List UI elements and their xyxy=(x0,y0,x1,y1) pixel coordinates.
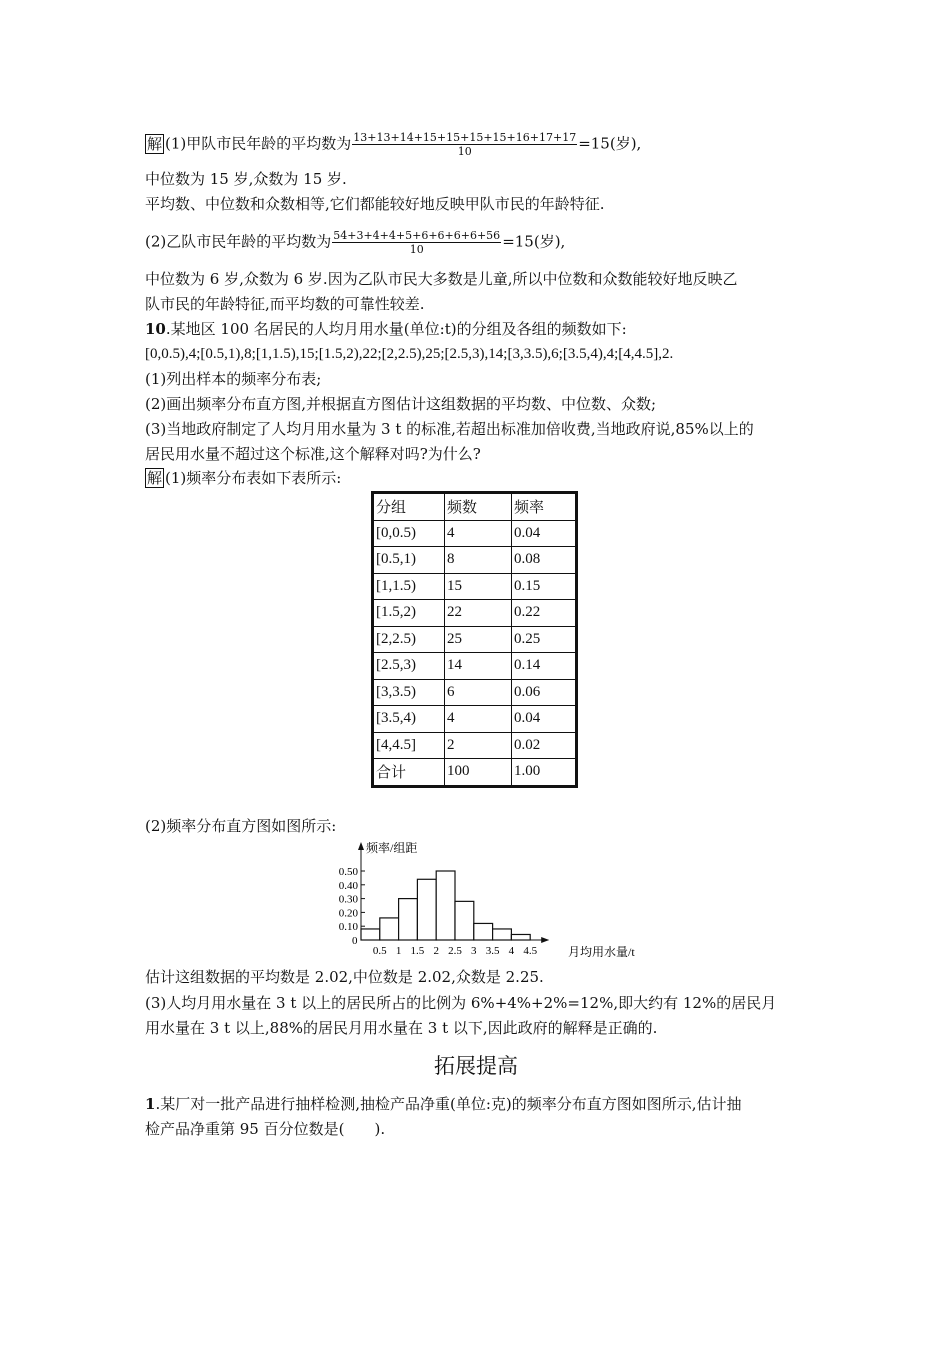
table-header-cell: 分组 xyxy=(373,493,445,521)
q10-sub1: (1)列出样本的频率分布表; xyxy=(145,370,322,388)
table-row xyxy=(373,706,577,733)
table-cell: [1,1.5) xyxy=(373,573,445,600)
origin-label: 0 xyxy=(352,935,358,947)
sol9-part1 xyxy=(145,131,641,158)
table-cell: 1.00 xyxy=(512,759,577,787)
table-cell: [2,2.5) xyxy=(373,626,445,653)
table-row xyxy=(373,626,577,653)
fraction-numerator: 13+13+14+15+15+15+15+16+17+17 xyxy=(353,131,577,144)
table-cell: [3,3.5) xyxy=(373,679,445,706)
sol9-part2 xyxy=(145,229,565,256)
table-cell: 2 xyxy=(445,732,512,759)
q1-stem-cont: 检产品净重第 95 百分位数是( ). xyxy=(145,1120,386,1138)
jie-label: 解 xyxy=(147,134,163,153)
table-cell: 0.15 xyxy=(512,573,577,600)
table-cell: 4 xyxy=(445,520,512,547)
table-cell: 4 xyxy=(445,706,512,733)
sol9-p2-result: =15(岁), xyxy=(502,232,566,251)
sol10-a3b: 用水量在 3 t 以上,88%的居民月用水量在 3 t 以下,因此政府的解释是正确的. xyxy=(145,1019,658,1037)
q10-data: [0,0.5),4;[0.5,1),8;[1,1.5),15;[1.5,2),22;[2,2.5),25;[2.5,3),14;[3,3.5),6;[3.5,4),4;[4,4.5],2. xyxy=(145,346,674,362)
table-header-cell: 频率 xyxy=(512,493,577,521)
y-tick-label: 0.50 xyxy=(338,866,358,878)
table-row xyxy=(373,653,577,680)
x-tick-label: 4.5 xyxy=(523,945,538,957)
table-header-row xyxy=(373,493,577,521)
q1-stem xyxy=(145,1093,742,1115)
table-cell: 15 xyxy=(445,573,512,600)
table-total-row xyxy=(373,759,577,787)
histogram-bar xyxy=(474,923,493,940)
x-tick-label: 1 xyxy=(395,945,402,957)
table-header-cell: 频数 xyxy=(445,493,512,521)
question-number: 1 xyxy=(145,1095,156,1113)
table-cell: 6 xyxy=(445,679,512,706)
table-cell: [3.5,4) xyxy=(373,706,445,733)
sol9-line3: 平均数、中位数和众数相等,它们都能较好地反映甲队市民的年龄特征. xyxy=(145,195,605,213)
sol10-estimate: 估计这组数据的平均数是 2.02,中位数是 2.02,众数是 2.25. xyxy=(145,968,544,986)
y-axis-arrow-icon xyxy=(358,842,364,850)
fraction-numerator: 54+3+4+4+5+6+6+6+6+56 xyxy=(333,229,501,242)
table-cell: 14 xyxy=(445,653,512,680)
sol10-a2: (2)频率分布直方图如图所示: xyxy=(145,817,337,835)
section-heading: 拓展提高 xyxy=(434,1054,518,1078)
x-axis-arrow-icon xyxy=(541,937,549,943)
table-cell: 0.04 xyxy=(512,520,577,547)
histogram-bar xyxy=(493,929,512,940)
table-row xyxy=(373,573,577,600)
fraction xyxy=(352,131,577,158)
table-cell: 0.08 xyxy=(512,547,577,574)
histogram-bar xyxy=(361,929,380,940)
histogram-bar xyxy=(399,899,418,940)
table-cell: 100 xyxy=(445,759,512,787)
fraction xyxy=(332,229,501,256)
x-tick-label: 3.5 xyxy=(485,945,500,957)
sol9-line6: 队市民的年龄特征,而平均数的可靠性较差. xyxy=(145,295,425,313)
sol9-line5: 中位数为 6 岁,众数为 6 岁.因为乙队市民大多数是儿童,所以中位数和众数能较好地反映乙 xyxy=(145,270,738,288)
x-tick-label: 3 xyxy=(471,945,477,957)
table-cell: [0.5,1) xyxy=(373,547,445,574)
x-tick-label: 0.5 xyxy=(372,945,387,957)
histogram-bar xyxy=(455,901,474,940)
x-tick-label: 2.5 xyxy=(448,945,462,957)
fraction-denominator: 10 xyxy=(409,243,424,256)
q10-stem xyxy=(145,318,627,340)
table-cell: 合计 xyxy=(373,759,445,787)
table-cell: 8 xyxy=(445,547,512,574)
table-cell: 0.25 xyxy=(512,626,577,653)
fraction-denominator: 10 xyxy=(457,145,472,158)
y-tick-label: 0.40 xyxy=(338,879,358,892)
y-tick-label: 0.20 xyxy=(338,907,358,920)
sol10-a1 xyxy=(145,467,341,489)
y-tick-label: 0.10 xyxy=(338,921,358,934)
frequency-histogram xyxy=(325,838,635,960)
table-row xyxy=(373,679,577,706)
sol9-p2-text: (2)乙队市民年龄的平均数为 xyxy=(145,232,332,251)
jie-label: 解 xyxy=(147,469,163,487)
table-row xyxy=(373,600,577,627)
table-cell: 0.14 xyxy=(512,653,577,680)
histogram-bar xyxy=(511,934,530,940)
sol9-p1-result: =15(岁), xyxy=(578,134,642,153)
q10-stem-text: .某地区 100 名居民的人均月用水量(单位:t)的分组及各组的频数如下: xyxy=(165,320,627,338)
x-tick-label: 4 xyxy=(508,945,515,957)
sol9-line2: 中位数为 15 岁,众数为 15 岁. xyxy=(145,170,347,188)
histogram-bar xyxy=(380,918,399,940)
table-cell: 0.06 xyxy=(512,679,577,706)
histogram-bar xyxy=(436,871,455,940)
table-cell: 0.22 xyxy=(512,600,577,627)
table-cell: [1.5,2) xyxy=(373,600,445,627)
sol9-p1-text: (1)甲队市民年龄的平均数为 xyxy=(165,134,352,153)
table-cell: [4,4.5] xyxy=(373,732,445,759)
x-axis-label: 月均用水量/t xyxy=(568,945,635,959)
q10-sub3b: 居民用水量不超过这个标准,这个解释对吗?为什么? xyxy=(145,445,481,463)
y-tick-label: 0.30 xyxy=(338,893,358,906)
histogram-bars xyxy=(361,871,530,940)
table-row xyxy=(373,547,577,574)
table-row xyxy=(373,520,577,547)
histogram-bar xyxy=(417,879,436,940)
table-cell: 0.04 xyxy=(512,706,577,733)
q10-sub2: (2)画出频率分布直方图,并根据直方图估计这组数据的平均数、中位数、众数; xyxy=(145,395,657,413)
table-cell: [2.5,3) xyxy=(373,653,445,680)
x-tick-label: 1.5 xyxy=(410,945,425,957)
table-row xyxy=(373,732,577,759)
question-number: 10 xyxy=(145,320,166,338)
x-tick-label: 2 xyxy=(433,945,439,957)
table-cell: 25 xyxy=(445,626,512,653)
table-cell: 0.02 xyxy=(512,732,577,759)
y-axis-label: 频率/组距 xyxy=(366,841,418,855)
sol10-a1-text: (1)频率分布表如下表所示: xyxy=(165,469,342,487)
q10-sub3a: (3)当地政府制定了人均月用水量为 3 t 的标准,若超出标准加倍收费,当地政府说,85%以上的 xyxy=(145,420,754,438)
frequency-table xyxy=(371,491,578,788)
table-cell: 22 xyxy=(445,600,512,627)
sol10-a3a: (3)人均月用水量在 3 t 以上的居民所占的比例为 6%+4%+2%=12%,即大约有 12%的居民月 xyxy=(145,994,777,1012)
table-cell: [0,0.5) xyxy=(373,520,445,547)
q1-text: .某厂对一批产品进行抽样检测,抽检产品净重(单位:克)的频率分布直方图如图所示,估计抽 xyxy=(155,1095,742,1113)
